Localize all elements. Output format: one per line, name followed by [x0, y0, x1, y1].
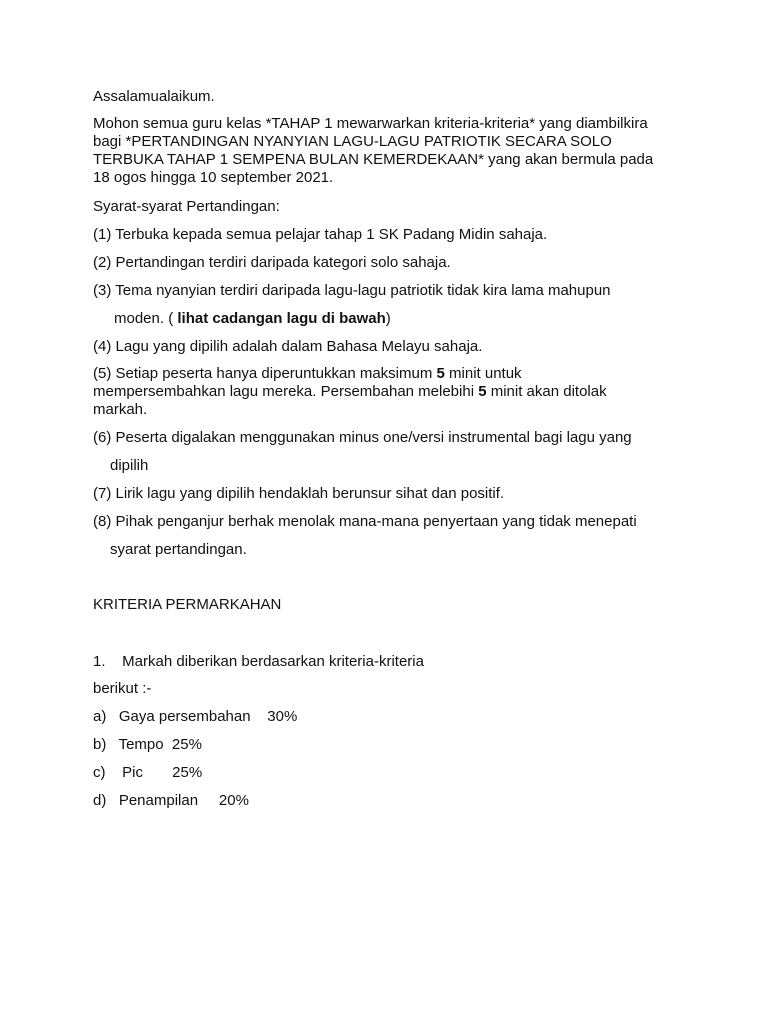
criteria-a: a) Gaya persembahan 30% [93, 708, 298, 725]
rule-5-line-1 [93, 365, 522, 383]
rule-3-text: moden. ( [114, 310, 178, 327]
rule-3-line-1: (3) Tema nyanyian terdiri daripada lagu-lagu patriotik tidak kira lama mahupun [93, 282, 611, 299]
greeting: Assalamualaikum. [93, 88, 215, 105]
criteria-heading: KRITERIA PERMARKAHAN [93, 596, 282, 613]
rule-6-line-1: (6) Peserta digalakan menggunakan minus one/versi instrumental bagi lagu yang [93, 429, 632, 446]
criteria-c: c) Pic 25% [93, 764, 203, 781]
rule-4: (4) Lagu yang dipilih adalah dalam Bahasa Melayu sahaja. [93, 338, 483, 355]
rule-2: (2) Pertandingan terdiri daripada kategori solo sahaja. [93, 254, 451, 271]
rule-1: (1) Terbuka kepada semua pelajar tahap 1 SK Padang Midin sahaja. [93, 226, 548, 243]
rule-5-bold-minutes-2: 5 [478, 383, 487, 400]
rule-3-line-2 [114, 310, 391, 328]
criteria-item-1: 1. Markah diberikan berdasarkan kriteria-kriteria [93, 653, 424, 670]
rule-5-text-b: minit untuk [444, 365, 522, 382]
criteria-b: b) Tempo 25% [93, 736, 202, 753]
rule-5-line-3: markah. [93, 401, 148, 418]
rule-7: (7) Lirik lagu yang dipilih hendaklah berunsur sihat dan positif. [93, 485, 505, 502]
rule-5-bold-minutes: 5 [436, 365, 445, 382]
rule-5-text-d: minit akan ditolak [486, 383, 607, 400]
criteria-item-1-cont: berikut :- [93, 680, 152, 697]
rule-3-close: ) [385, 310, 391, 327]
rule-8-line-1: (8) Pihak penganjur berhak menolak mana-mana penyertaan yang tidak menepati [93, 513, 637, 530]
rule-5-text-c: mempersembahkan lagu mereka. Persembahan melebihi [93, 383, 479, 400]
rule-8-line-2: syarat pertandingan. [110, 541, 247, 558]
rule-3-bold-note: lihat cadangan lagu di bawah [177, 310, 386, 327]
intro-line-2: bagi *PERTANDINGAN NYANYIAN LAGU-LAGU PATRIOTIK SECARA SOLO [93, 133, 612, 150]
rule-5-text-a: (5) Setiap peserta hanya diperuntukkan maksimum [93, 365, 437, 382]
rules-heading: Syarat-syarat Pertandingan: [93, 198, 280, 215]
intro-line-4: 18 ogos hingga 10 september 2021. [93, 169, 334, 186]
intro-line-3: TERBUKA TAHAP 1 SEMPENA BULAN KEMERDEKAAN* yang akan bermula pada [93, 151, 654, 168]
rule-5-line-2 [93, 383, 607, 401]
criteria-d: d) Penampilan 20% [93, 792, 249, 809]
rule-6-line-2: dipilih [110, 457, 149, 474]
intro-line-1: Mohon semua guru kelas *TAHAP 1 mewarwarkan kriteria-kriteria* yang diambilkira [93, 115, 648, 132]
